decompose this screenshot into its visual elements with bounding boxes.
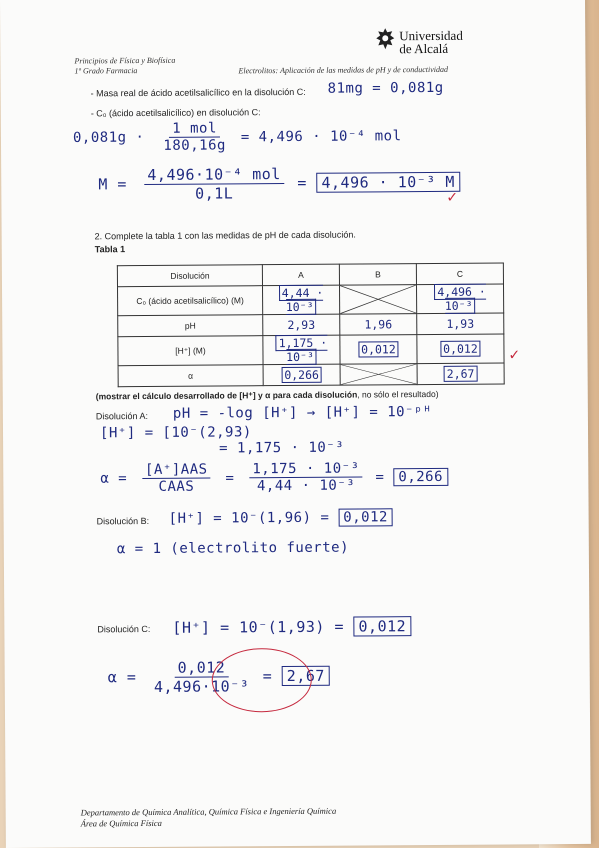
university-crest-icon bbox=[374, 27, 396, 51]
co-label: - C₀ (ácido acetilsalicílico) en disolución C: bbox=[90, 107, 261, 119]
dis-c-alpha-calc: α = $\frac{0,012}{\text{4,496·10⁻³}}$ = 2,67 bbox=[108, 658, 330, 697]
table-cell-crossed bbox=[339, 285, 416, 315]
ph-table bbox=[117, 262, 505, 387]
dis-c-h-result: 0,012 bbox=[353, 616, 411, 636]
table-cell: 0,266 bbox=[263, 364, 340, 386]
row-label: α bbox=[118, 365, 263, 387]
dis-b-label: Disolución B: bbox=[96, 515, 150, 527]
table-cell: 2,67 bbox=[417, 363, 504, 385]
calc-molarity: M = $\frac{\text{4,496·10⁻⁴ mol}}{0,1L}$ = 4,496 · 10⁻³ M bbox=[98, 164, 460, 204]
molarity-result-box: 4,496 · 10⁻³ M bbox=[316, 172, 460, 193]
dis-a-alpha-result: 0,266 bbox=[393, 467, 448, 485]
university-name: Universidad de Alcalá bbox=[399, 27, 463, 57]
row-label: [H⁺] (M) bbox=[118, 336, 263, 366]
correction-check-2: ✓ bbox=[508, 347, 521, 364]
calc-note: (mostrar el cálculo desarrollado de [H⁺] y α para cada disolución, no sólo el resultado) bbox=[95, 388, 439, 402]
table-row bbox=[118, 313, 504, 337]
table-header: C bbox=[416, 263, 503, 285]
table-header: Disolución bbox=[117, 265, 262, 287]
dis-b-h-calc: [H⁺] = 10⁻(1,96) = 0,012 bbox=[169, 509, 393, 527]
dis-a-h-calc: [H⁺] = [10⁻(2,93) bbox=[99, 424, 252, 442]
mass-label: - Masa real de ácido acetilsalicílico en la disolución C: bbox=[90, 86, 306, 99]
dis-a-h-result: = 1,175 · 10⁻³ bbox=[219, 439, 345, 457]
dis-c-label: Disolución C: bbox=[97, 623, 151, 635]
course-title: Principios de Física y Biofísica 1º Grado Farmacia bbox=[74, 55, 176, 76]
dis-b-h-result: 0,012 bbox=[338, 508, 393, 526]
practice-subtitle: Electrolitos: Aplicación de las medidas de pH y de conductividad bbox=[238, 64, 449, 76]
table-row bbox=[118, 363, 504, 387]
correction-circle bbox=[212, 648, 312, 713]
dis-c-h-calc: [H⁺] = 10⁻(1,93) = 0,012 bbox=[172, 617, 411, 637]
table-cell: 1,96 bbox=[340, 314, 417, 336]
row-label: pH bbox=[118, 315, 263, 337]
table-cell: 4,44 · 10⁻³ bbox=[263, 285, 340, 315]
table-header: B bbox=[339, 264, 416, 286]
correction-check-1: ✓ bbox=[446, 189, 459, 206]
calc-moles: 0,081g · $\frac{\text{1 mol}}{180,16g}$ = 4,496 · 10⁻⁴ mol bbox=[72, 120, 402, 154]
table-cell: 0,012 bbox=[417, 334, 504, 364]
table-instruction: 2. Complete la tabla 1 con las medidas de pH de cada disolución. bbox=[94, 229, 356, 242]
table-cell-crossed bbox=[340, 364, 417, 386]
table-row bbox=[118, 334, 504, 366]
dis-a-label: Disolución A: bbox=[95, 410, 148, 422]
row-label: C₀ (ácido acetilsalicílico) (M) bbox=[118, 286, 263, 316]
table-cell: 2,93 bbox=[263, 314, 340, 336]
table-header: A bbox=[262, 264, 339, 286]
table-cell: 1,175 · 10⁻³ bbox=[263, 335, 340, 365]
dis-a-alpha-calc: α = $\frac{\text{[A⁺]AAS}}{\text{CAAS}}$ = $\frac{\text{1,175 · 10⁻³}}{\text{4,44 · 10⁻³}}$ = 0,266 bbox=[100, 460, 448, 495]
dis-c-alpha-result: 2,67 bbox=[282, 666, 330, 686]
table-cell: 1,93 bbox=[417, 313, 504, 335]
table-row bbox=[118, 284, 504, 316]
mass-handwritten: 81mg = 0,081g bbox=[327, 79, 444, 97]
table-title: Tabla 1 bbox=[94, 244, 126, 255]
footer-department: Departamento de Química Analítica, Química Física e Ingeniería Química Área de Química Física bbox=[80, 805, 337, 829]
dis-a-ph-formula: pH = -log [H⁺] → [H⁺] = 10⁻ᵖᴴ bbox=[172, 403, 432, 422]
dis-b-alpha: α = 1 (electrolito fuerte) bbox=[116, 539, 350, 558]
table-cell: 4,496 · 10⁻³ bbox=[416, 284, 503, 314]
table-cell: 0,012 bbox=[340, 335, 417, 365]
